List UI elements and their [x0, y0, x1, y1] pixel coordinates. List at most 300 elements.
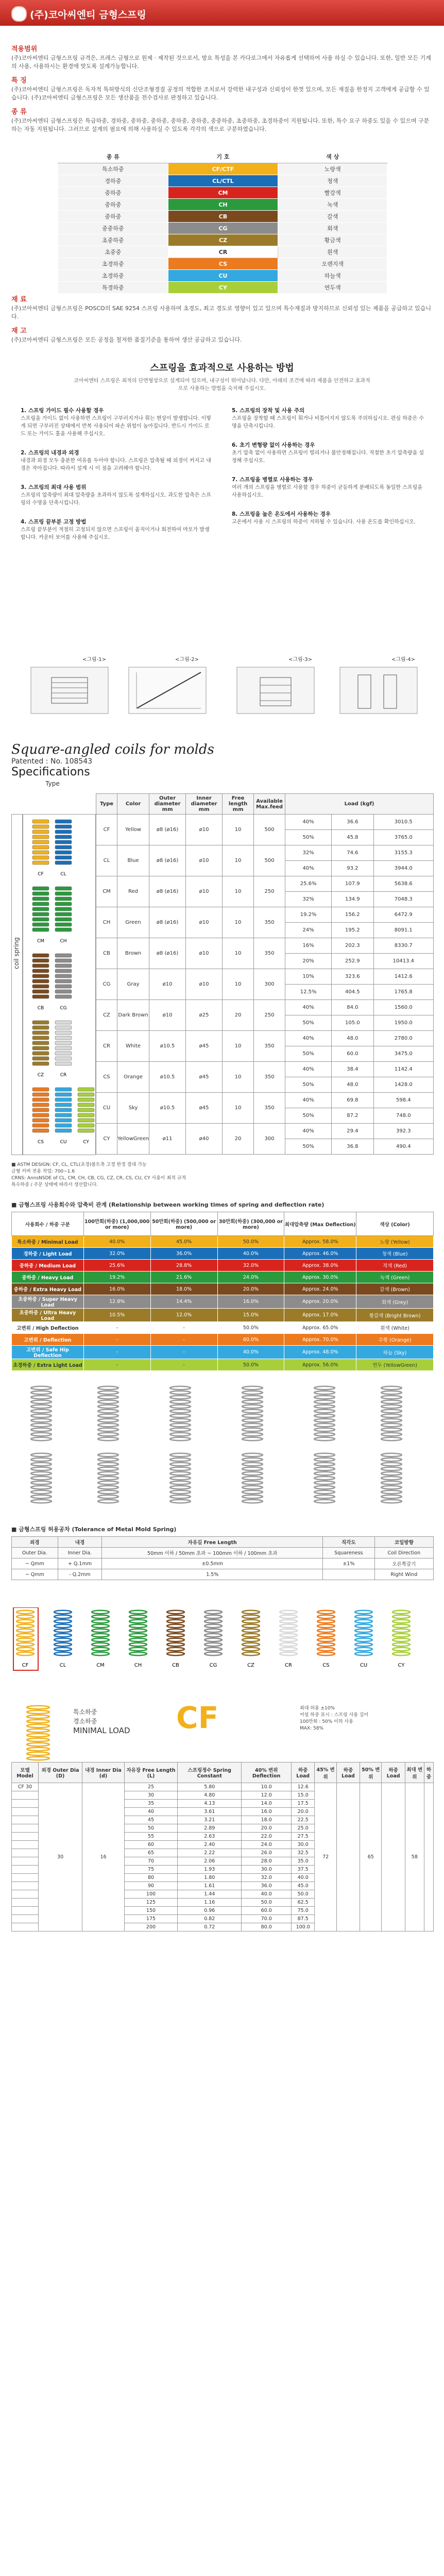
- type-row: [58, 175, 387, 187]
- compress-cell: Approx. 38.0%: [284, 1260, 356, 1272]
- spec-load-cell: 195.2: [332, 923, 373, 938]
- cf-cell: 30: [124, 1791, 177, 1800]
- spec-table-wrap: [11, 780, 434, 1154]
- compress-row: [12, 1272, 434, 1283]
- type-cell: 초중중: [58, 246, 168, 258]
- compress-cell: 12.8%: [83, 1295, 150, 1309]
- howto-item-body: 스프링을 가이드 없이 사용하면 스프링이 구부러지거나 휘는 현상이 발생합니다. 이렇게 되면 구부러진 상태에서 반복 사용되어 파손 위험이 높아집니다. 반드시 가이드 로드 또는 가이드 홀을 사용해 주십시오.: [21, 416, 211, 437]
- spec-load-cell: 3765.0: [373, 830, 433, 845]
- spec-load-cell: 60.0: [332, 1046, 373, 1062]
- spec-load-cell: 404.5: [332, 985, 373, 1000]
- howto-item-heading: 5. 스프링의 장착 및 사용 주의: [232, 408, 305, 414]
- spec-load-cell: 40%: [285, 1062, 332, 1077]
- spec-load-cell: 7048.3: [373, 892, 433, 907]
- spec-cell: ø10: [186, 907, 223, 938]
- lineup-label: CH: [134, 1663, 142, 1668]
- compress-cell: Approx. 24.0%: [284, 1283, 356, 1295]
- spec-cell: ø11: [149, 1124, 186, 1155]
- compress-row: [12, 1359, 434, 1371]
- spec-cell: 20: [223, 1000, 254, 1031]
- coil-cr-icon: [55, 1021, 72, 1078]
- cf-cell: 2.06: [178, 1857, 242, 1866]
- spec-load-cell: 323.6: [332, 969, 373, 985]
- spec-load-cell: 25.6%: [285, 876, 332, 892]
- spec-cell: 10: [223, 815, 254, 845]
- howto-item-body: 고온에서 사용 시 스프링의 하중이 저하될 수 있습니다. 사용 온도를 확인하십시오.: [232, 519, 416, 525]
- cf-cell: 32.5: [291, 1849, 315, 1857]
- coil-label: CS: [38, 1140, 44, 1145]
- compress-cell: 중하중 / Medium Load: [12, 1260, 84, 1272]
- cf-cell: [12, 1915, 39, 1923]
- type-table: [58, 150, 387, 294]
- cf-cell: 12.0: [242, 1791, 291, 1800]
- compress-cell: 16.0%: [217, 1295, 284, 1309]
- coil-label: CG: [60, 1006, 67, 1011]
- howto-left-column: [21, 407, 214, 553]
- compress-cell: 19.2%: [83, 1272, 150, 1283]
- cf-cell: 0.96: [178, 1907, 242, 1915]
- spec-header-color: Color: [117, 794, 149, 815]
- cf-cell: 75: [124, 1866, 177, 1874]
- cf-cell: 18.0: [242, 1816, 291, 1824]
- spec-load-cell: 6472.9: [373, 907, 433, 923]
- type-cell: CU: [168, 270, 278, 282]
- compress-cell: Approx. 70.0%: [284, 1334, 356, 1346]
- cf-cell: 17.5: [291, 1800, 315, 1808]
- compress-cell: 40.0%: [83, 1236, 150, 1248]
- spec-note: ■ ASTM DESIGN: CF, CL, CTL(초경)볼트축 고정 한정 절대 가능: [11, 1162, 147, 1167]
- tol-cell: ~ Qmm: [12, 1569, 58, 1580]
- spec-load-cell: 156.2: [332, 907, 373, 923]
- cf-note: 100만회 : 50% 이하 사용: [300, 1719, 353, 1724]
- howto-item-heading: 7. 스프링을 병렬로 사용하는 경우: [232, 477, 313, 483]
- spec-cell: 250: [254, 1000, 285, 1031]
- lineup-cr-icon: [280, 1611, 297, 1655]
- spec-cell: Blue: [117, 845, 149, 876]
- howto-intro: 코아씨엔티 스프링은 최적의 단면형상으로 설계되어 있으며, 내구성이 뛰어납니다. 다만, 아래의 조건에 따라 제품을 안전하고 효과적으로 사용하는 방법을 숙지해 주십시오.: [74, 378, 370, 392]
- intro-section: [11, 43, 434, 133]
- cf-cell: [12, 1824, 39, 1833]
- compress-cell: -: [83, 1359, 150, 1371]
- howto-item: [232, 476, 425, 499]
- type-cell: 황금색: [278, 234, 387, 246]
- compress-color-cell: 갈색 (Brown): [356, 1283, 434, 1295]
- compress-row: [12, 1236, 434, 1248]
- cf-cell: 3.21: [178, 1816, 242, 1824]
- cf-header: 하중: [424, 1762, 433, 1783]
- spec-cell: ø10: [186, 969, 223, 1000]
- cf-cell: 45.0: [291, 1882, 315, 1890]
- type-row: [58, 258, 387, 270]
- spec-load-cell: 134.9: [332, 892, 373, 907]
- spec-load-cell: 40%: [285, 1031, 332, 1046]
- type-row: [58, 211, 387, 223]
- compress-cell: 14.4%: [150, 1295, 217, 1309]
- spec-cell: 300: [254, 1124, 285, 1155]
- spec-load-cell: 12.5%: [285, 985, 332, 1000]
- figure-2: [129, 667, 206, 714]
- cf-cell: 1.80: [178, 1874, 242, 1882]
- intro-heading: 적용범위: [11, 45, 38, 53]
- type-cell: 초경하중: [58, 258, 168, 270]
- lineup-label: CY: [398, 1663, 405, 1668]
- spec-cell: White: [117, 1031, 149, 1062]
- compress-cell: 24.0%: [217, 1272, 284, 1283]
- tol-cell: - Q.2mm: [58, 1569, 102, 1580]
- cf-cell: 1.93: [178, 1866, 242, 1874]
- spec-cell: ø8 (ø16): [149, 845, 186, 876]
- cf-header: 최대 변위: [405, 1762, 424, 1783]
- spec-cell: CR: [96, 1031, 117, 1062]
- english-headings: [11, 742, 434, 778]
- cf-cell: 25: [124, 1783, 177, 1791]
- tol-cell: ±0.5mm: [102, 1558, 323, 1569]
- english-title: Square-angled coils for molds: [11, 742, 214, 757]
- cf-cell: 75.0: [291, 1907, 315, 1915]
- material-body: (주)코아씨엔티 금형스프링은 POSCO의 SAE 9254 스프링 사용하며 초경도, 최고 경도로 영향이 있고 있으며 특수재질과 방지하므로 신뢰성 있는 제품을 공급하고 있습니다.: [11, 305, 431, 320]
- compress-cell: -: [83, 1322, 150, 1334]
- coil-cy-icon: [78, 1088, 94, 1145]
- cf-cell: 35: [124, 1800, 177, 1808]
- coil-label: CL: [60, 872, 66, 877]
- coil-cz-icon: [32, 1021, 49, 1078]
- spec-load-cell: 32%: [285, 892, 332, 907]
- coil-cl-icon: [55, 820, 72, 877]
- compress-header: 50만회(하중) (500,000 or more): [150, 1212, 217, 1236]
- spec-load-cell: 93.2: [332, 861, 373, 876]
- spec-cell: ø8 (ø16): [149, 815, 186, 845]
- compress-color-cell: 적색 (Red): [356, 1260, 434, 1272]
- spec-cell: ø10: [186, 876, 223, 907]
- figure-4: [340, 667, 417, 714]
- type-row: [58, 282, 387, 294]
- spec-cell: 10: [223, 938, 254, 969]
- cf-label-en: MINIMAL LOAD: [73, 1726, 130, 1735]
- type-row: [58, 187, 387, 199]
- cf-cell: CF 30: [12, 1783, 39, 1791]
- compress-row: [12, 1309, 434, 1322]
- compress-color-cell: 노랑 (Yellow): [356, 1236, 434, 1248]
- lineup-cg-icon: [204, 1611, 222, 1655]
- lineup-cf-icon: [16, 1611, 34, 1655]
- coil-ch-icon: [55, 887, 72, 944]
- spec-load-cell: 50%: [285, 1015, 332, 1031]
- cf-notes: [300, 1705, 434, 1732]
- spec-cell: 10: [223, 1062, 254, 1093]
- figures-svg: [0, 652, 444, 719]
- spec-cell: Gray: [117, 969, 149, 1000]
- patent-number: Patented : No. 108543: [11, 757, 93, 766]
- spec-load-cell: 2780.0: [373, 1031, 433, 1046]
- cf-cell: 65: [124, 1849, 177, 1857]
- spec-cell: 10: [223, 969, 254, 1000]
- compress-cell: 10.5%: [83, 1309, 150, 1322]
- spring-illustration-icon: [170, 1453, 191, 1503]
- spec-cell: 10: [223, 845, 254, 876]
- cf-cell: 4.13: [178, 1800, 242, 1808]
- type-cell: 특경하중: [58, 282, 168, 294]
- compress-cell: 60.0%: [217, 1334, 284, 1346]
- lineup-label: CZ: [247, 1663, 254, 1668]
- cf-table: [11, 1762, 434, 1931]
- spec-cell: 10: [223, 907, 254, 938]
- spec-note: 특수하중 / 주문 상태에 따라서 생산합니다.: [11, 1182, 98, 1188]
- spring-illustration-icon: [242, 1386, 263, 1440]
- spec-cell: ø10: [186, 938, 223, 969]
- compress-header: 최대압축량 (Max Deflection): [284, 1212, 356, 1236]
- spec-load-cell: 87.2: [332, 1108, 373, 1124]
- compress-cell: -: [150, 1359, 217, 1371]
- spec-cell: 250: [254, 876, 285, 907]
- cf-cell: 24.0: [242, 1841, 291, 1849]
- lineup-cz-icon: [242, 1611, 260, 1655]
- tol-sub: 50mm 이하 / 50mm 초과 ~ 100mm 이하 / 100mm 초과: [102, 1548, 323, 1558]
- spring-illustration-icon: [31, 1453, 52, 1503]
- spec-cell: ø40: [186, 1124, 223, 1155]
- cf-cell: [336, 1783, 360, 1931]
- type-row: [58, 270, 387, 282]
- spec-row: [96, 815, 434, 830]
- compress-row: [12, 1334, 434, 1346]
- compress-color-cell: 하늘 (Sky): [356, 1346, 434, 1359]
- spec-cell: CY: [96, 1124, 117, 1155]
- spec-cell: 300: [254, 969, 285, 1000]
- cf-cell: [12, 1866, 39, 1874]
- coil-cu-icon: [55, 1088, 72, 1145]
- cf-cell: 60: [124, 1841, 177, 1849]
- spec-load-cell: 36.6: [332, 815, 373, 830]
- spec-cell: ø8 (ø16): [149, 876, 186, 907]
- compress-color-cell: 회색 (Grey): [356, 1295, 434, 1309]
- cf-cell: [12, 1816, 39, 1824]
- figure-1-label: <그림-1>: [82, 657, 107, 663]
- cf-section: [11, 1700, 434, 2576]
- cf-cell: 125: [124, 1899, 177, 1907]
- compress-cell: 40.0%: [217, 1248, 284, 1260]
- spec-cell: 10: [223, 1093, 254, 1124]
- cf-cell: [424, 1783, 433, 1931]
- type-table-wrap: [58, 150, 387, 294]
- coil-cm-icon: [32, 887, 49, 944]
- spec-cell: ø10: [149, 969, 186, 1000]
- color-col-header: 색 상: [278, 150, 387, 163]
- tol-header: 자유길 Free Length: [102, 1537, 323, 1548]
- cf-cell: 50.0: [242, 1899, 291, 1907]
- coil-cf-icon: [32, 820, 49, 877]
- coil-label: CY: [83, 1140, 89, 1145]
- spec-load-cell: 8091.1: [373, 923, 433, 938]
- compress-cell: 18.0%: [150, 1283, 217, 1295]
- brand-logo-icon: [11, 6, 27, 22]
- compress-cell: 초경하중 / Extra Light Load: [12, 1359, 84, 1371]
- lineup-label: CM: [96, 1663, 105, 1668]
- spec-load-cell: 8330.7: [373, 938, 433, 954]
- compress-cell: 16.0%: [83, 1283, 150, 1295]
- tolerance-section: [11, 1525, 434, 1580]
- material-section: [11, 294, 434, 344]
- cf-cell: 12.6: [291, 1783, 315, 1791]
- cf-cell: 62.5: [291, 1899, 315, 1907]
- spec-cell: 350: [254, 1031, 285, 1062]
- compress-cell: 25.6%: [83, 1260, 150, 1272]
- cf-coil-icon: [27, 1706, 49, 1760]
- compress-cell: 20.0%: [217, 1283, 284, 1295]
- spec-load-cell: 40%: [285, 1000, 332, 1015]
- howto-item-body: 여러 개의 스프링을 병렬로 사용할 경우 하중이 균등하게 분배되도록 동일한 스프링을 사용하십시오.: [232, 485, 422, 498]
- type-cell: 빨강색: [278, 187, 387, 199]
- cf-cell: [382, 1783, 405, 1931]
- spec-load-cell: 29.4: [332, 1124, 373, 1139]
- spec-type-title: Type: [45, 780, 60, 787]
- spec-cell: 10: [223, 876, 254, 907]
- howto-right-column: [232, 407, 425, 537]
- spec-load-cell: 48.0: [332, 1031, 373, 1046]
- tol-sub: Outer Dia.: [12, 1548, 58, 1558]
- cf-cell: 26.0: [242, 1849, 291, 1857]
- howto-item-heading: 4. 스프링 끝부분 고정 방법: [21, 519, 87, 525]
- cf-cell: [12, 1833, 39, 1841]
- howto-item: [232, 511, 425, 526]
- lineup-ch-icon: [129, 1611, 147, 1655]
- spec-load-cell: 3010.5: [373, 815, 433, 830]
- spec-load-cell: 105.0: [332, 1015, 373, 1031]
- type-col-header: 종 류: [58, 150, 168, 163]
- spring-illustration-icon: [381, 1386, 402, 1440]
- tol-sub: Coil Direction: [374, 1548, 433, 1558]
- type-cell: 중하중: [58, 187, 168, 199]
- cf-cell: 100.0: [291, 1923, 315, 1931]
- cf-cell: 80: [124, 1874, 177, 1882]
- lineup-label: CU: [360, 1663, 368, 1668]
- cf-cell: 72: [315, 1783, 336, 1931]
- spec-load-cell: 36.8: [332, 1139, 373, 1155]
- type-cell: CF/CTF: [168, 163, 278, 175]
- compress-cell: 중하중 / Extra Heavy Load: [12, 1283, 84, 1295]
- cf-spring-icon: [11, 1700, 68, 1767]
- lineup-cb-icon: [167, 1611, 184, 1655]
- spec-cell: CS: [96, 1062, 117, 1093]
- cf-cell: 1.16: [178, 1899, 242, 1907]
- type-cell: CS: [168, 258, 278, 270]
- spec-load-cell: 45.8: [332, 830, 373, 845]
- compress-row: [12, 1322, 434, 1334]
- type-cell: 중하중: [58, 211, 168, 223]
- compress-cell: -: [83, 1346, 150, 1359]
- cf-cell: 15.0: [291, 1791, 315, 1800]
- spec-cell: CM: [96, 876, 117, 907]
- cf-cell: [12, 1791, 39, 1800]
- cf-cell: 30.0: [291, 1841, 315, 1849]
- spec-notes: [11, 1162, 434, 1189]
- type-cell: CR: [168, 246, 278, 258]
- cf-cell: [12, 1882, 39, 1890]
- figure-4-label: <그림-4>: [391, 657, 416, 663]
- spec-note: 금형 커버 전용 작업: 700~1.6: [11, 1169, 75, 1174]
- cf-cell: [12, 1874, 39, 1882]
- coil-label: CF: [38, 872, 44, 877]
- spec-load-cell: 50%: [285, 1139, 332, 1155]
- type-cell: CL/CTL: [168, 175, 278, 187]
- spec-header-type: Type: [96, 794, 117, 815]
- coil-cs-icon: [32, 1088, 49, 1145]
- spec-cell: ø45: [186, 1062, 223, 1093]
- cf-cell: [12, 1907, 39, 1915]
- type-cell: CG: [168, 223, 278, 234]
- cf-header: 내경 Inner Dia (d): [82, 1762, 125, 1783]
- spec-load-cell: 107.9: [332, 876, 373, 892]
- spring-illustration-icon: [314, 1386, 335, 1440]
- cf-header-row: [12, 1762, 434, 1783]
- intro-heading: 종 류: [11, 108, 27, 116]
- spec-load-cell: 50%: [285, 830, 332, 845]
- cf-cell: 50.0: [291, 1890, 315, 1899]
- cf-cell: 0.72: [178, 1923, 242, 1931]
- cf-cell: 40: [124, 1808, 177, 1816]
- cf-cell: [12, 1899, 39, 1907]
- cf-cell: 1.61: [178, 1882, 242, 1890]
- spec-cell: 10: [223, 1031, 254, 1062]
- cf-cell: 5.80: [178, 1783, 242, 1791]
- spec-row: [96, 938, 434, 954]
- cf-cell: 70: [124, 1857, 177, 1866]
- spec-load-cell: 24%: [285, 923, 332, 938]
- compress-cell: -: [150, 1322, 217, 1334]
- spec-load-cell: 10%: [285, 969, 332, 985]
- howto-item: [232, 407, 425, 430]
- spring-illustration-icon: [381, 1453, 402, 1503]
- intro-body: (주)코아씨엔티 금형스프링은 독자적 특허방식의 신단조형경질 공정의 적합한 조치로서 강력한 내구성과 신뢰성이 한껏 있으며, 모든 재질을 한정지 고객에게 공급할 수 있습니다. (주)코아씨엔티 금형스프링은 모든 생산품을 전수검사로 판정하고 있습니다.: [11, 86, 430, 101]
- spec-coil-images: [23, 815, 95, 1155]
- cf-cell: [12, 1841, 39, 1849]
- compress-row: [12, 1295, 434, 1309]
- cf-cell: 10.0: [242, 1783, 291, 1791]
- compress-color-cell: 연두 (YellowGreen): [356, 1359, 434, 1371]
- coil-cg-icon: [55, 954, 72, 1011]
- tol-cell: Right Wind: [374, 1569, 433, 1580]
- spec-image-column: [23, 814, 96, 1155]
- spec-cell: ø10: [149, 1000, 186, 1031]
- page-header: [0, 0, 444, 26]
- type-cell: 연두색: [278, 282, 387, 294]
- compress-cell: Approx. 58.0%: [284, 1236, 356, 1248]
- cf-row: [12, 1783, 434, 1791]
- coil-label: CM: [37, 939, 45, 944]
- spec-load-cell: 69.8: [332, 1093, 373, 1108]
- spec-note: CRNS: AnnsNSDE of CL, CM, CH, CB, CG, CZ, CR, CS, CU, CY 사용이 최적 규격: [11, 1176, 186, 1181]
- howto-item-body: 내경과 외경 모두 충분한 여유를 두어야 합니다. 스프링은 압축될 때 외경이 커지고 내경은 작아집니다. 따라서 설계 시 이 점을 고려해야 합니다.: [21, 458, 211, 471]
- spec-cell: Red: [117, 876, 149, 907]
- compress-color-cell: 황갈색 (Bright Brown): [356, 1309, 434, 1322]
- cf-note: 어설 하중 표시 : 스프링 사용 길이: [300, 1713, 369, 1718]
- lineup-label: CG: [209, 1663, 217, 1668]
- compress-cell: Approx. 65.0%: [284, 1322, 356, 1334]
- cf-cell: 2.89: [178, 1824, 242, 1833]
- spec-load-cell: 38.4: [332, 1062, 373, 1077]
- tol-sub: Squareness: [323, 1548, 374, 1558]
- cf-cell: 36.0: [242, 1882, 291, 1890]
- cf-cell: 30.0: [242, 1866, 291, 1874]
- spec-cell: CU: [96, 1093, 117, 1124]
- type-cell: 회색: [278, 223, 387, 234]
- type-cell: 흰색: [278, 246, 387, 258]
- spec-load-cell: 252.9: [332, 954, 373, 969]
- spec-load-cell: 50%: [285, 1108, 332, 1124]
- spring-illustration-icon: [170, 1386, 191, 1440]
- cf-cell: 4.80: [178, 1791, 242, 1800]
- cf-cell: 150: [124, 1907, 177, 1915]
- spec-load-cell: 5638.6: [373, 876, 433, 892]
- spec-cell: ø10.5: [149, 1062, 186, 1093]
